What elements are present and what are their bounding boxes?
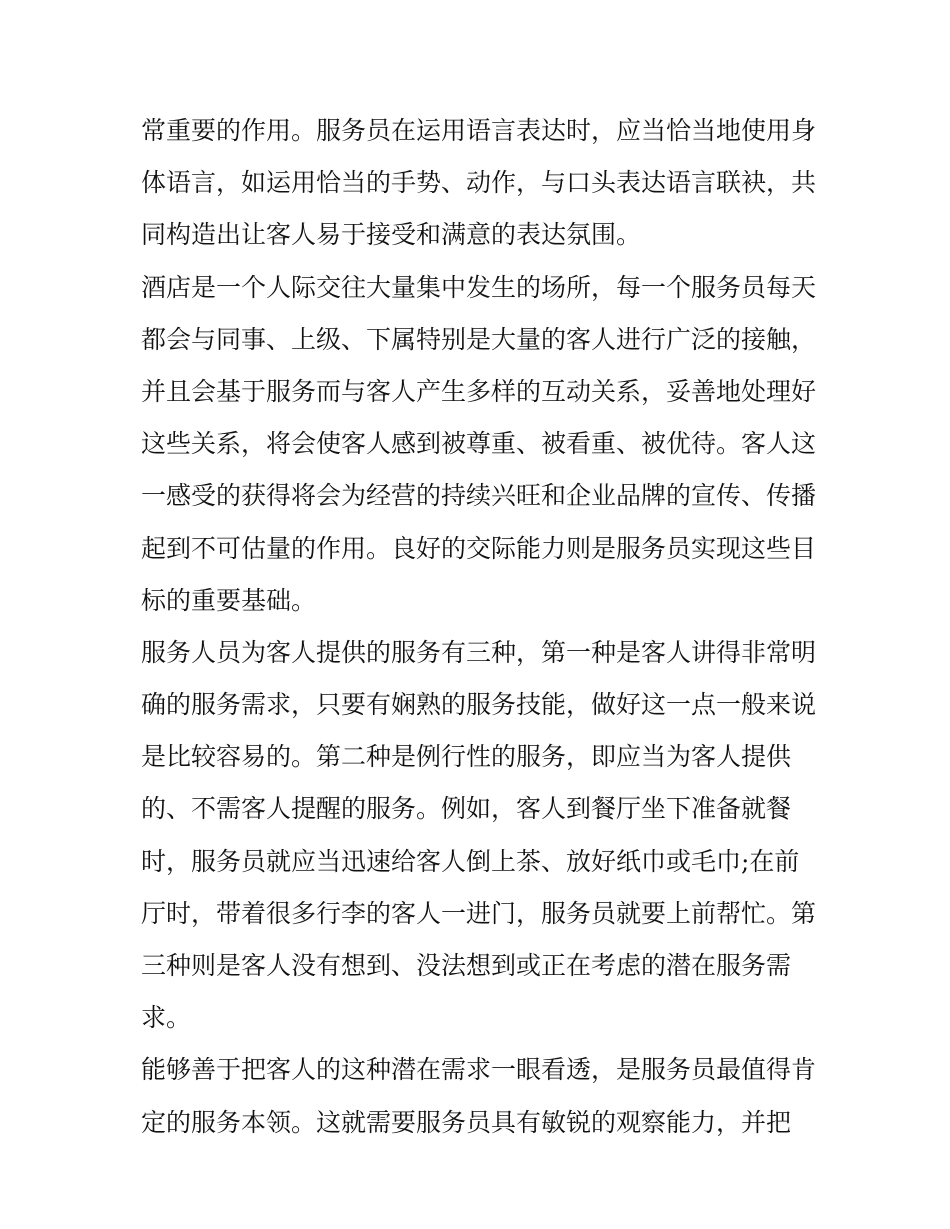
text-line: 求。 <box>141 1003 192 1033</box>
text-line: 的、不需客人提醒的服务。例如，客人到餐厅坐下准备就餐 <box>141 794 792 824</box>
text-line: 能够善于把客人的这种潜在需求一眼看透，是服务员最值得肯 <box>141 1055 817 1085</box>
body-text <box>141 105 821 1149</box>
text-line: 定的服务本领。这就需要服务员具有敏锐的观察能力，并把 <box>141 1107 792 1137</box>
text-line: 服务人员为客人提供的服务有三种，第一种是客人讲得非常明 <box>141 637 817 667</box>
text-line: 并且会基于服务而与客人产生多样的互动关系，妥善地处理好 <box>141 376 817 406</box>
text-line: 确的服务需求，只要有娴熟的服务技能，做好这一点一般来说 <box>141 690 817 720</box>
text-line: 是比较容易的。第二种是例行性的服务，即应当为客人提供 <box>141 742 792 772</box>
text-line: 三种则是客人没有想到、没法想到或正在考虑的潜在服务需 <box>141 951 792 980</box>
text-line: 起到不可估量的作用。良好的交际能力则是服务员实现这些目 <box>141 533 817 563</box>
text-line: 酒店是一个人际交往大量集中发生的场所，每一个服务员每天 <box>141 272 817 302</box>
text-line: 时，服务员就应当迅速给客人倒上茶、放好纸巾或毛巾;在前 <box>141 846 800 876</box>
text-line: 同构造出让客人易于接受和满意的表达氛围。 <box>141 220 642 250</box>
text-line: 常重要的作用。服务员在运用语言表达时，应当恰当地使用身 <box>141 116 817 145</box>
text-line: 一感受的获得将会为经营的持续兴旺和企业品牌的宣传、传播 <box>141 481 817 511</box>
text-line: 标的重要基础。 <box>141 585 317 615</box>
text-line: 厅时，带着很多行李的客人一进门，服务员就要上前帮忙。第 <box>141 898 817 928</box>
text-line: 这些关系，将会使客人感到被尊重、被看重、被优待。客人这 <box>141 429 817 459</box>
text-line: 体语言，如运用恰当的手势、动作，与口头表达语言联袂，共 <box>141 168 817 198</box>
text-line: 都会与同事、上级、下属特别是大量的客人进行广泛的接触， <box>141 324 817 354</box>
